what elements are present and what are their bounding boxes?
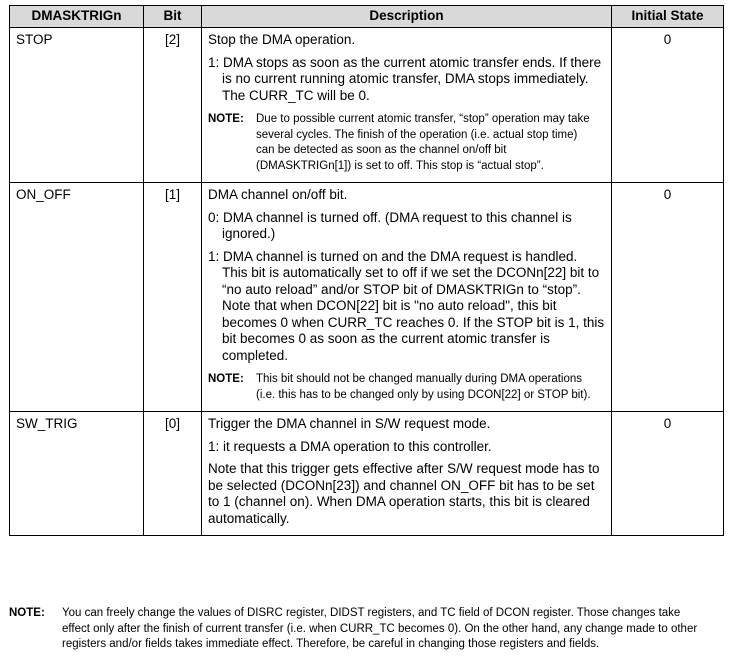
field-bit: [1] (144, 183, 202, 412)
field-bit: [2] (144, 28, 202, 183)
field-name: SW_TRIG (10, 412, 144, 536)
field-bit: [0] (144, 412, 202, 536)
description-line: 1: it requests a DMA operation to this controller. (208, 438, 492, 454)
field-name: ON_OFF (10, 183, 144, 412)
description-line: Note that this trigger gets effective after S/W request mode has to be selected (DCONn[23]) and channel ON_OFF bit has to be set to 1 (channel on). When DMA operation starts, this bit is cleared automatically. (208, 461, 600, 526)
field-initial-state: 0 (612, 183, 724, 412)
header-name: DMASKTRIGn (10, 6, 144, 28)
note-label: NOTE: (208, 373, 244, 385)
field-note (208, 372, 605, 403)
note-text: This bit should not be changed manually during DMA operations (i.e. this has to be changed only by using DCON[22] or STOP bit). (256, 373, 591, 401)
table-row-sw-trig (10, 412, 724, 536)
description-line: Trigger the DMA channel in S/W request mode. (208, 416, 491, 431)
register-table (9, 5, 724, 536)
table-row-stop (10, 28, 724, 183)
table-row-on-off (10, 183, 724, 412)
footnote (9, 606, 723, 653)
description-line: 0: DMA channel is turned off. (DMA request to this channel is ignored.) (208, 209, 572, 241)
description-line: Stop the DMA operation. (208, 32, 356, 47)
description-line: Note that when DCON[22] bit is "no auto reload", this bit becomes 0 when CURR_TC reaches 0. If the STOP bit is 1, this bit becomes 0 as soon as the current atomic transfer is completed. (222, 298, 605, 363)
field-initial-state: 0 (612, 412, 724, 536)
footnote-text: You can freely change the values of DISRC register, DIDST registers, and TC field of DCON register. Those changes take effect only after the finish of current transfer (i.e. when CURR_TC becomes 0). On the other hand, any change made to other registers and/or fields takes immediate effect. Therefore, be careful in changing those registers and fields. (62, 607, 698, 650)
description-line: 1: DMA channel is turned on and the DMA request is handled. This bit is automatically set to off if we set the DCONn[22] bit to “no auto reload” and/or STOP bit of DMASKTRIGn to “stop”. (208, 248, 600, 297)
header-description: Description (202, 6, 612, 28)
field-description (202, 183, 612, 412)
header-initial-state: Initial State (612, 6, 724, 28)
field-name: STOP (10, 28, 144, 183)
description-line: DMA channel on/off bit. (208, 187, 348, 202)
field-description (202, 412, 612, 536)
note-text: Due to possible current atomic transfer, “stop” operation may take several cycles. The finish of the operation (i.e. actual stop time) can be detected as soon as the channel on/off bit (DMASKTRIGn[1]) is set to off. This stop is “actual stop”. (256, 113, 590, 172)
header-row (10, 6, 724, 28)
field-description (202, 28, 612, 183)
field-initial-state: 0 (612, 28, 724, 183)
footnote-label: NOTE: (9, 607, 45, 619)
field-note (208, 112, 605, 174)
header-bit: Bit (144, 6, 202, 28)
note-label: NOTE: (208, 113, 244, 125)
description-line: 1: DMA stops as soon as the current atomic transfer ends. If there is no current running atomic transfer, DMA stops immediately. The CURR_TC will be 0. (208, 54, 602, 103)
